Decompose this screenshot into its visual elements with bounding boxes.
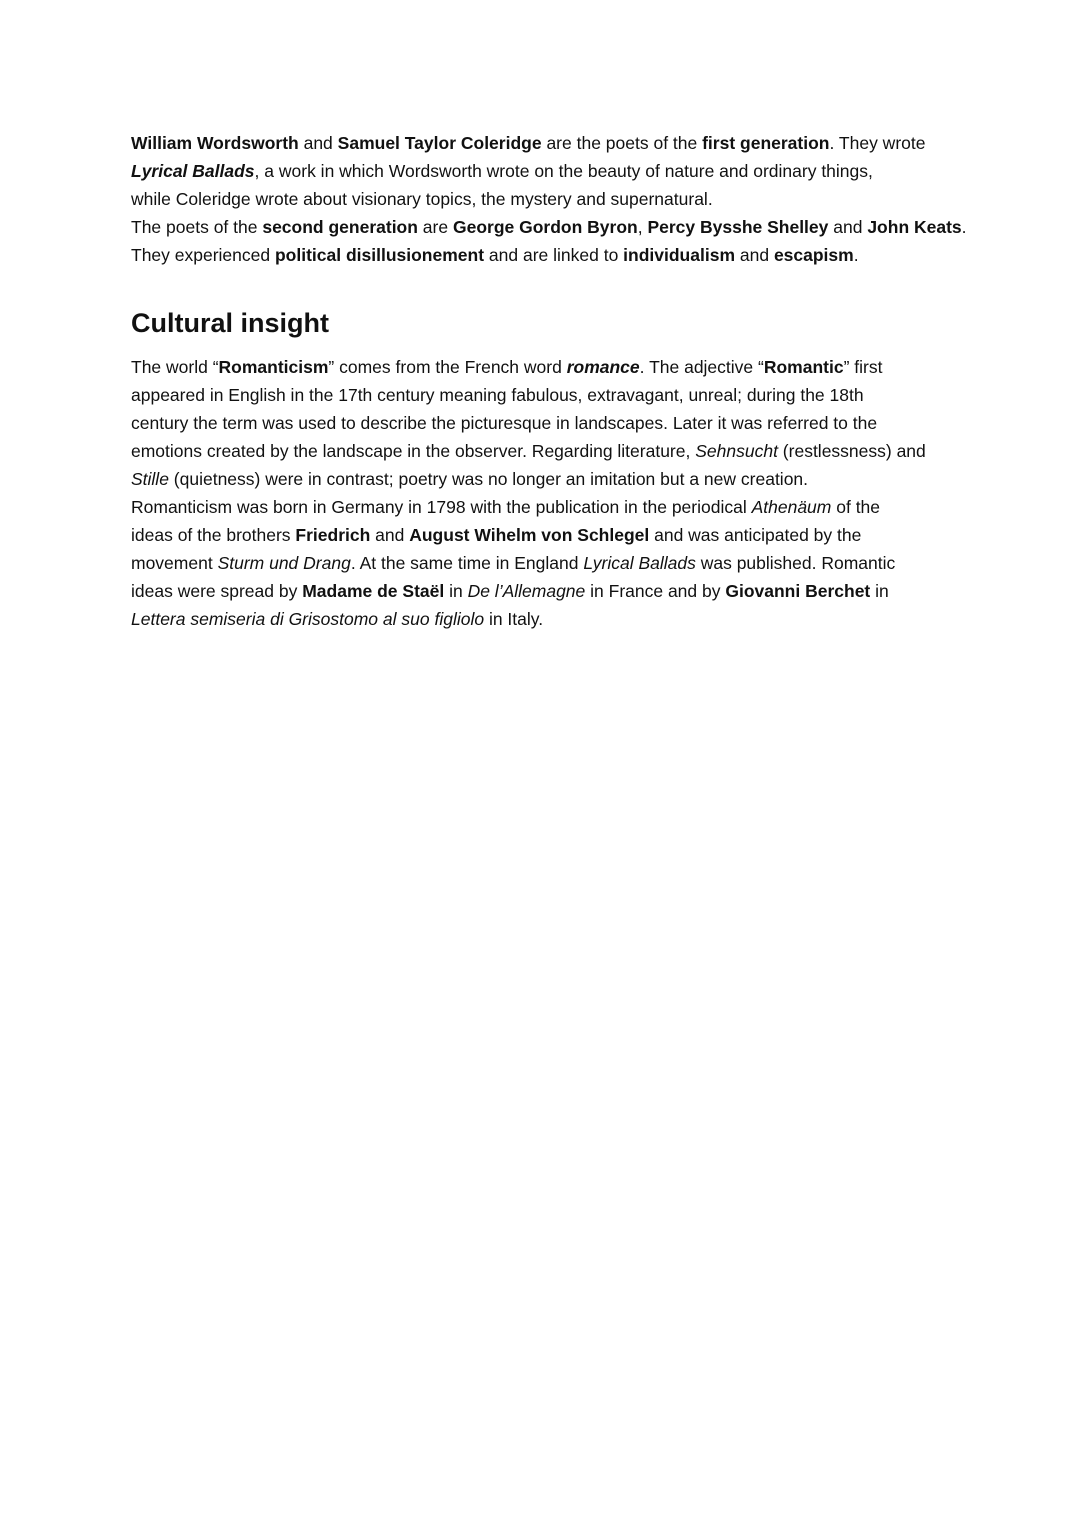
name-byron: George Gordon Byron [452,217,638,237]
text: are the poets of the [541,133,703,153]
text: . At the same time in England [350,553,584,573]
name-coleridge: Samuel Taylor Coleridge [337,133,542,153]
name-madame-de-stael: Madame de Staël [302,581,445,601]
name-friedrich: Friedrich [295,525,371,545]
term-romantic: Romantic [763,357,844,377]
text: (restlessness) and [777,441,926,461]
text: in [870,581,889,601]
term-romanticism: Romanticism [218,357,329,377]
term-political-disillusionement: political disillusionement [274,245,485,265]
title-lyrical-ballads-2: Lyrical Ballads [583,553,696,573]
term-escapism: escapism [773,245,854,265]
term-individualism: individualism [623,245,735,265]
text: , [637,217,648,237]
cultural-line-5 [131,465,926,493]
cultural-line-8 [131,549,926,577]
term-stille: Stille [131,469,169,489]
name-wordsworth: William Wordsworth [131,133,299,153]
cultural-line-6 [131,493,926,521]
title-de-l-allemagne: De l’Allemagne [467,581,586,601]
text: and [828,217,868,237]
text: , a work in which Wordsworth wrote on the beauty of nature and ordinary things, [254,161,873,181]
term-first-generation: first generation [702,133,830,153]
text: in France and by [585,581,726,601]
cultural-line-9 [131,577,926,605]
text: was published. Romantic [695,553,896,573]
name-keats: John Keats [867,217,962,237]
text: ” comes from the French word [328,357,567,377]
text: The poets of the [131,217,263,237]
intro-line-2 [131,157,961,185]
cultural-paragraph [131,353,926,633]
text: of the [831,497,881,517]
text: . [961,217,967,237]
page-content [131,129,967,629]
intro-line-4 [131,213,967,241]
title-athenaum: Athenäum [751,497,832,517]
title-lettera-semiseria: Lettera semiseria di Grisostomo al suo figliolo [131,609,485,629]
intro-line-5 [131,241,961,269]
text: and [298,133,338,153]
intro-paragraph [131,129,967,269]
text: ideas were spread by [131,581,303,601]
text: ideas of the brothers [131,525,296,545]
cultural-line-1 [131,353,926,381]
text: . [853,245,859,265]
intro-line-3: while Coleridge wrote about visionary topics, the mystery and supernatural. [131,189,713,209]
text: are [417,217,453,237]
text: and [370,525,410,545]
term-second-generation: second generation [262,217,418,237]
text: . The adjective “ [639,357,764,377]
text: . They wrote [829,133,926,153]
term-sehnsucht: Sehnsucht [695,441,778,461]
cultural-line-2: appeared in English in the 17th century meaning fabulous, extravagant, unreal; during the 18th [131,385,864,405]
text: in Italy. [484,609,544,629]
text: and was anticipated by the [649,525,862,545]
text: ” first [843,357,883,377]
section-heading-cultural-insight: Cultural insight [131,308,329,338]
text: in [444,581,468,601]
name-shelley: Percy Bysshe Shelley [647,217,829,237]
text: They experienced [131,245,275,265]
name-august-wihelm-von-schlegel: August Wihelm von Schlegel [409,525,650,545]
intro-line-1 [131,129,961,157]
term-sturm-und-drang: Sturm und Drang [217,553,351,573]
cultural-line-10 [131,605,926,633]
text: movement [131,553,218,573]
text: Romanticism was born in Germany in 1798 with the publication in the periodical [131,497,752,517]
term-romance: romance [566,357,640,377]
text: and [735,245,774,265]
cultural-line-3: century the term was used to describe the picturesque in landscapes. Later it was referred to the [131,413,878,433]
text: (quietness) were in contrast; poetry was no longer an imitation but a new creation. [168,469,809,489]
title-lyrical-ballads: Lyrical Ballads [131,161,255,181]
cultural-line-7 [131,521,926,549]
name-giovanni-berchet: Giovanni Berchet [725,581,871,601]
text: emotions created by the landscape in the observer. Regarding literature, [131,441,696,461]
text: and are linked to [484,245,624,265]
text: The world “ [131,357,219,377]
cultural-line-4 [131,437,926,465]
